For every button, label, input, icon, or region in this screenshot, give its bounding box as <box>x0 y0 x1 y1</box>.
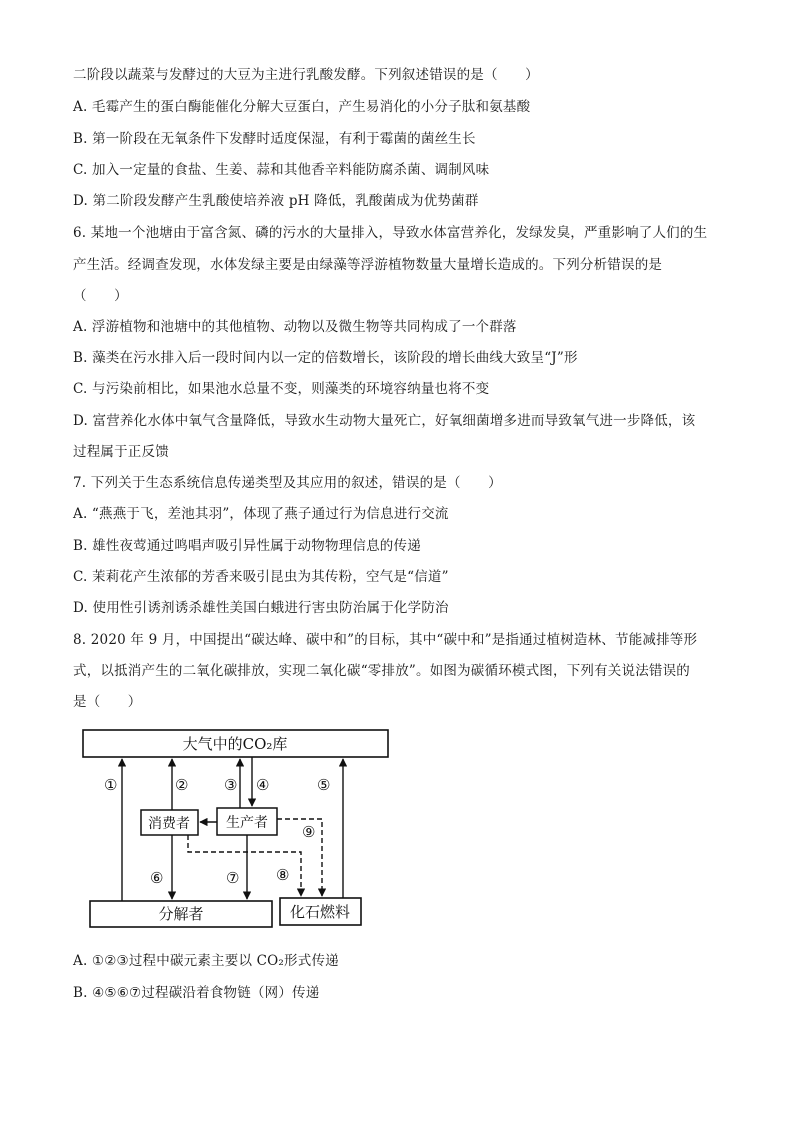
label-8: ⑧ <box>276 866 290 884</box>
label-7: ⑦ <box>226 869 240 887</box>
label-3: ③ <box>224 776 238 794</box>
label-5: ⑤ <box>317 776 331 794</box>
decomposer-label: 分解者 <box>158 905 204 923</box>
atmosphere-label: 大气中的CO₂库 <box>182 735 288 753</box>
option-6-d-line2: 过程属于正反馈 <box>73 444 169 460</box>
option-5-b: B. 第一阶段在无氧条件下发酵时适度保湿，有利于霉菌的菌丝生长 <box>73 131 476 147</box>
label-1: ① <box>104 776 118 794</box>
option-5-d: D. 第二阶段发酵产生乳酸使培养液 pH 降低，乳酸菌成为优势菌群 <box>73 193 479 209</box>
label-2: ② <box>175 776 189 794</box>
option-6-a: A. 浮游植物和池塘中的其他植物、动物以及微生物等共同构成了一个群落 <box>73 319 517 335</box>
fossil-fuel-label: 化石燃料 <box>289 903 351 921</box>
option-8-a: A. ①②③过程中碳元素主要以 CO₂形式传递 <box>73 953 339 969</box>
question-7-stem: 7. 下列关于生态系统信息传递类型及其应用的叙述，错误的是（ ） <box>73 475 502 491</box>
option-6-d-line1: D. 富营养化水体中氧气含量降低，导致水生动物大量死亡，好氧细菌增多进而导致氧气进一步降低，该 <box>73 413 696 429</box>
option-5-c: C. 加入一定量的食盐、生姜、蒜和其他香辛料能防腐杀菌、调制风味 <box>73 162 490 178</box>
label-6: ⑥ <box>150 869 164 887</box>
option-5-a: A. 毛霉产生的蛋白酶能催化分解大豆蛋白，产生易消化的小分子肽和氨基酸 <box>73 99 531 115</box>
option-6-c: C. 与污染前相比，如果池水总量不变，则藻类的环境容纳量也将不变 <box>73 381 490 397</box>
label-4: ④ <box>256 776 270 794</box>
question-8-stem-line1: 8. 2020 年 9 月，中国提出“碳达峰、碳中和”的目标，其中“碳中和”是指通过植树造林、节能减排等形 <box>73 632 698 648</box>
question-6-stem-line2: 产生活。经调查发现，水体发绿主要是由绿藻等浮游植物数量大量增长造成的。下列分析错误的是 <box>73 257 663 273</box>
label-9: ⑨ <box>302 823 316 841</box>
option-7-a: A. “燕燕于飞，差池其羽”，体现了燕子通过行为信息进行交流 <box>73 506 449 522</box>
question-8-stem-line3: 是（ ） <box>73 694 142 710</box>
option-6-b: B. 藻类在污水排入后一段时间内以一定的倍数增长，该阶段的增长曲线大致呈“J”形 <box>73 350 578 366</box>
consumer-label: 消费者 <box>148 816 190 832</box>
option-7-c: C. 茉莉花产生浓郁的芳香来吸引昆虫为其传粉，空气是“信道” <box>73 569 449 585</box>
option-7-d: D. 使用性引诱剂诱杀雄性美国白蛾进行害虫防治属于化学防治 <box>73 600 449 616</box>
question-6-stem-line3: （ ） <box>73 288 128 304</box>
option-7-b: B. 雄性夜莺通过鸣唱声吸引异性属于动物物理信息的传递 <box>73 538 421 554</box>
carbon-cycle-diagram <box>78 724 398 934</box>
question-5-stem-end: 二阶段以蔬菜与发酵过的大豆为主进行乳酸发酵。下列叙述错误的是（ ） <box>73 67 539 83</box>
question-8-stem-line2: 式，以抵消产生的二氧化碳排放，实现二氧化碳“零排放”。如图为碳循环模式图，下列有关说法错误的 <box>73 663 691 679</box>
option-8-b: B. ④⑤⑥⑦过程碳沿着食物链（网）传递 <box>73 985 320 1001</box>
producer-label: 生产者 <box>226 815 268 831</box>
question-6-stem-line1: 6. 某地一个池塘由于富含氮、磷的污水的大量排入，导致水体富营养化，发绿发臭，严重影响了人们的生 <box>73 225 708 241</box>
